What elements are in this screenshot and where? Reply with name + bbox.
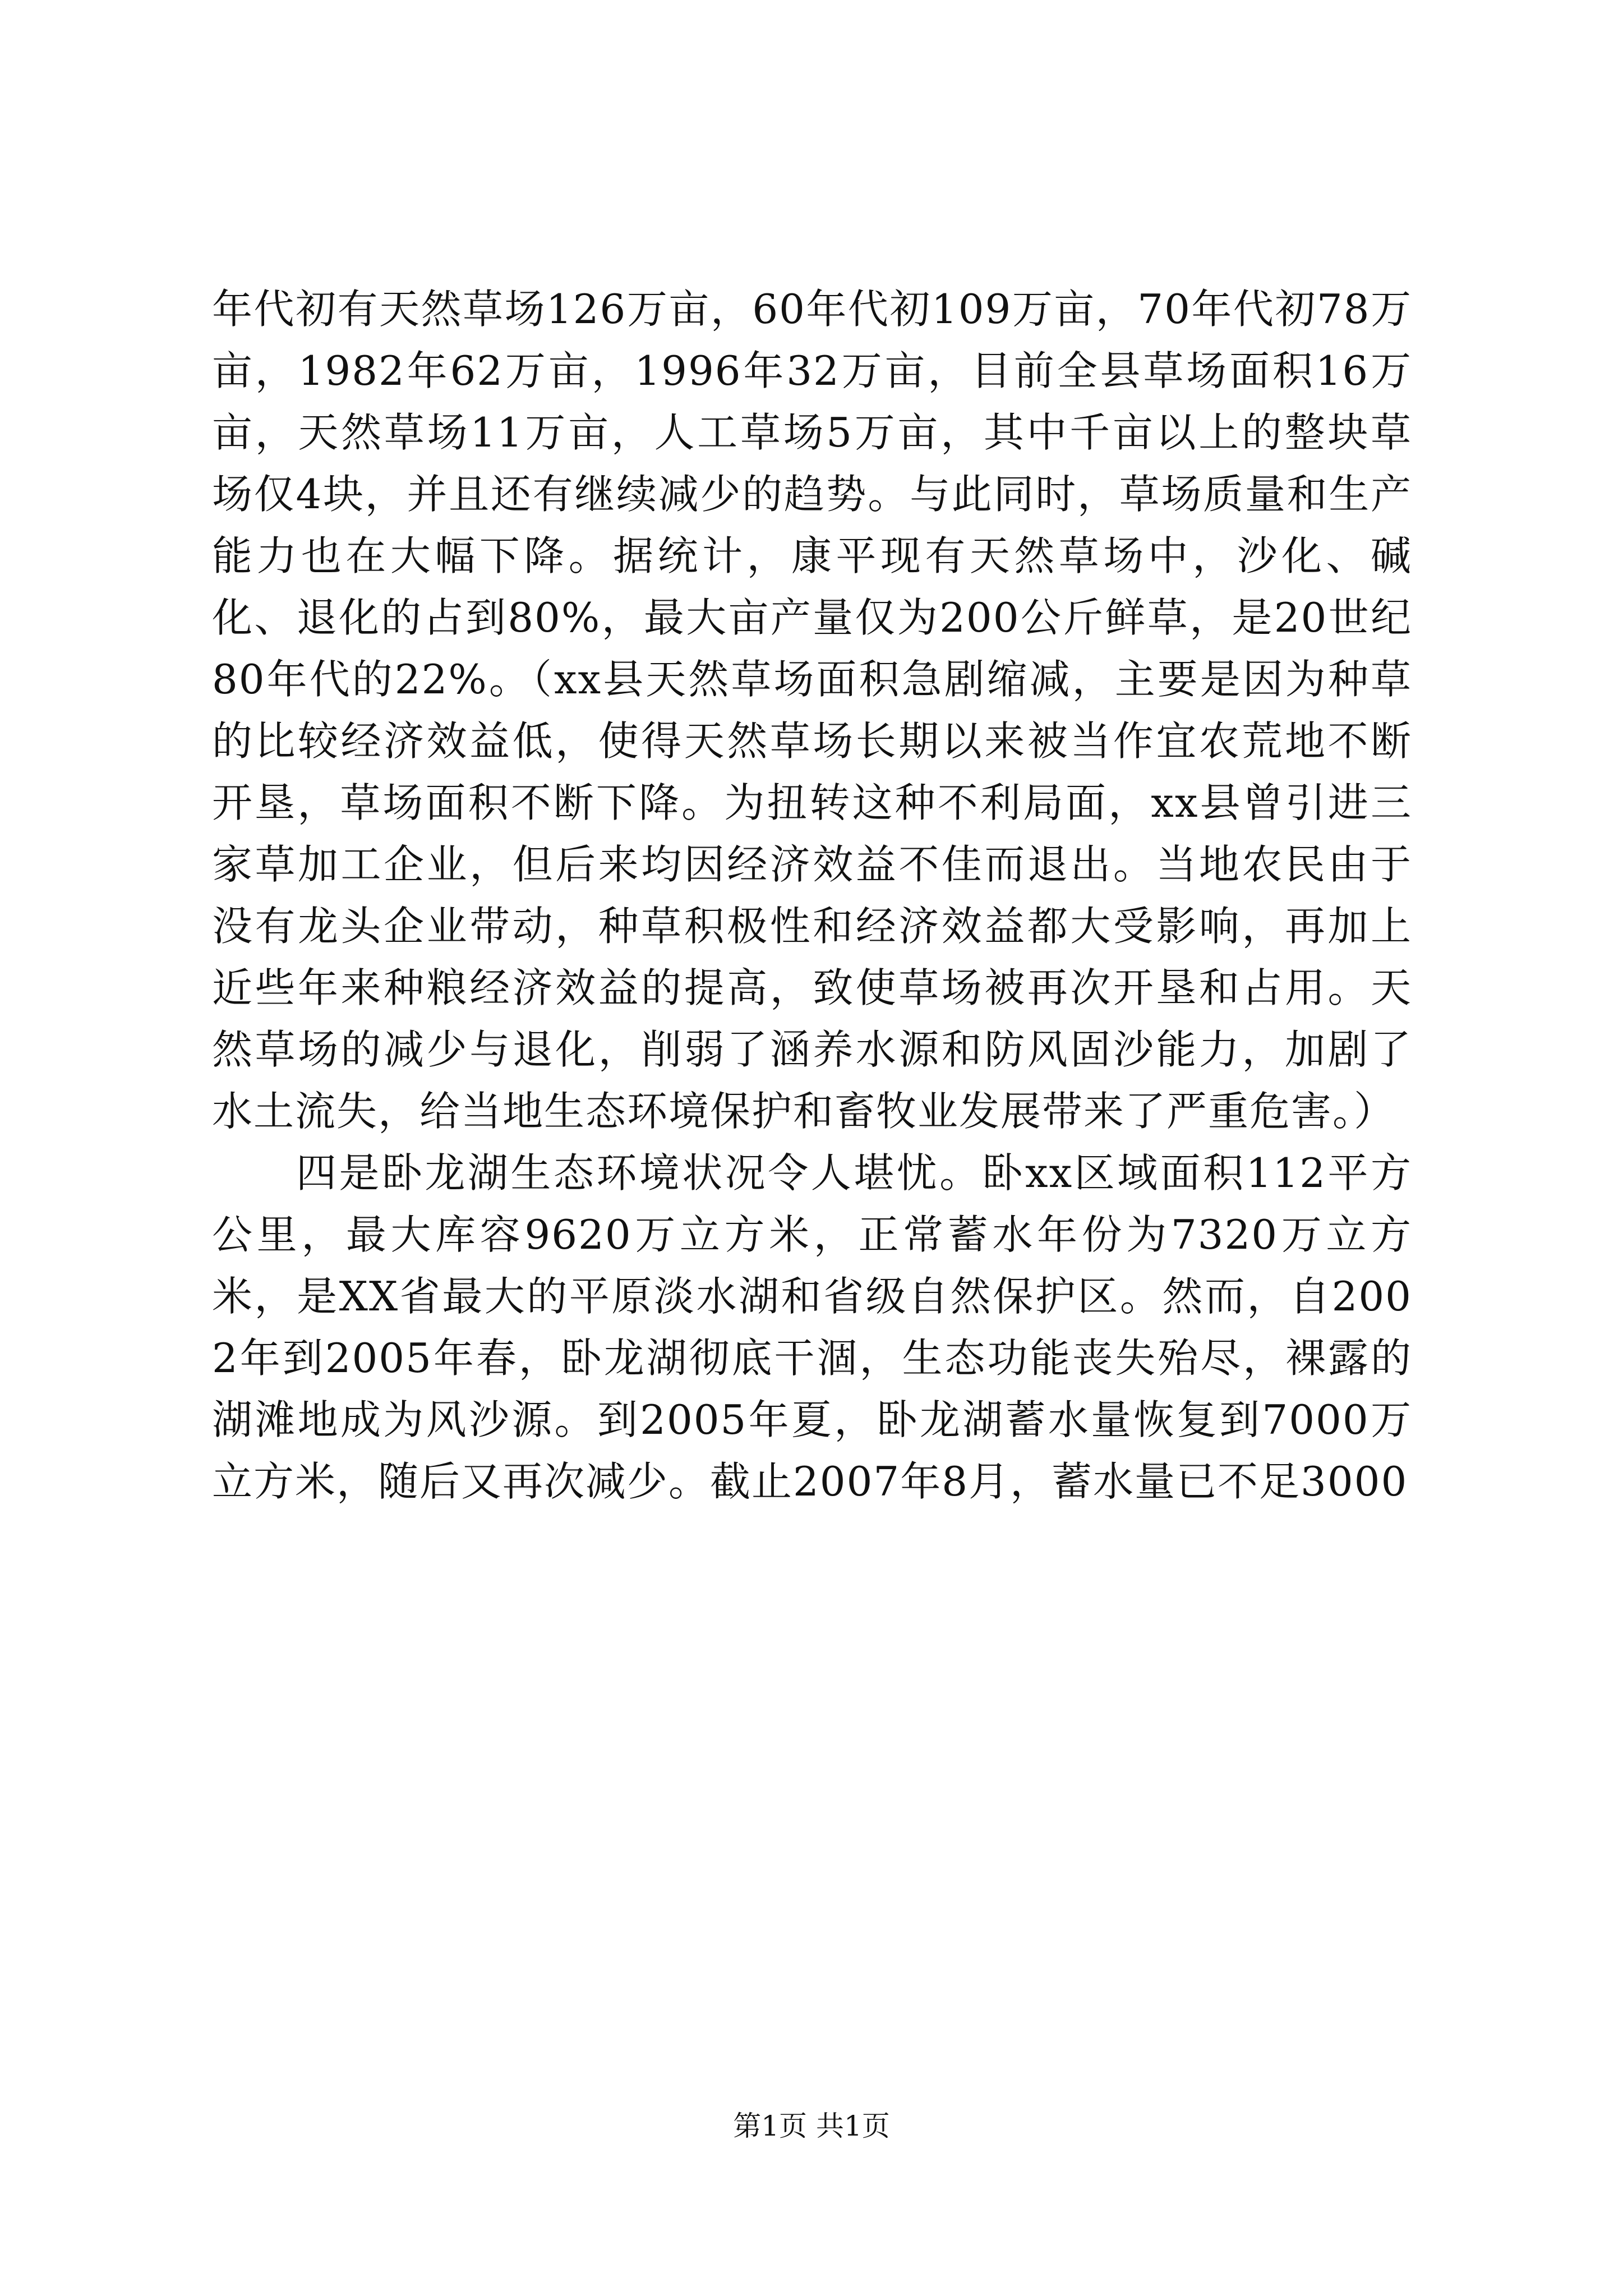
page-footer: 第1页 共1页 [733, 2110, 890, 2142]
document-body [212, 278, 1412, 1512]
paragraph-wolong-lake: 四是卧龙湖生态环境状况令人堪忧。卧xx区域面积112平方公里，最大库容9620万立方米，正常蓄水年份为7320万立方米，是XX省最大的平原淡水湖和省级自然保护区。然而，自2002年到2005年春，卧龙湖彻底干涸，生态功能丧失殆尽，裸露的湖滩地成为风沙源。到2005年夏，卧龙湖蓄水量恢复到7000万立方米，随后又再次减少。截止2007年8月，蓄水量已不足3000 [212, 1149, 1412, 1505]
paragraph-grassland: 年代初有天然草场126万亩，60年代初109万亩，70年代初78万亩，1982年62万亩，1996年32万亩，目前全县草场面积16万亩，天然草场11万亩，人工草场5万亩，其中千亩以上的整块草场仅4块，并且还有继续减少的趋势。与此同时，草场质量和生产能力也在大幅下降。据统计，康平现有天然草场中，沙化、碱化、退化的占到80%，最大亩产量仅为200公斤鲜草，是20世纪80年代的22%。（xx县天然草场面积急剧缩减，主要是因为种草的比较经济效益低，使得天然草场长期以来被当作宜农荒地不断开垦，草场面积不断下降。为扭转这种不利局面，xx县曾引进三家草加工企业，但后来均因经济效益不佳而退出。当地农民由于没有龙头企业带动，种草积极性和经济效益都大受影响，再加上近些年来种粮经济效益的提高，致使草场被再次开垦和占用。天然草场的减少与退化，削弱了涵养水源和防风固沙能力，加剧了水土流失，给当地生态环境保护和畜牧业发展带来了严重危害。） [212, 286, 1412, 1135]
